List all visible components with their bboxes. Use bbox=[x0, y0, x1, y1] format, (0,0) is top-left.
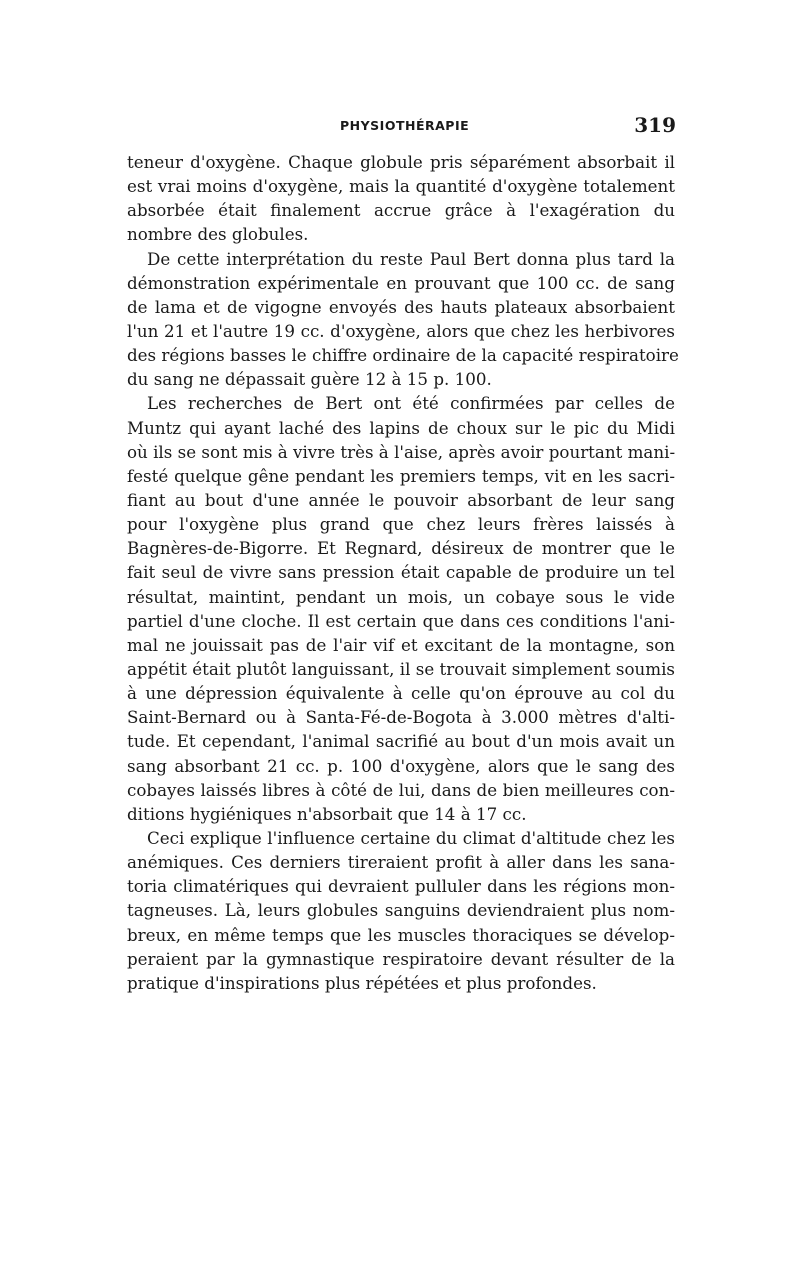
text-line: résultat, maintint, pendant un mois, un cobaye sous le vide bbox=[127, 586, 675, 607]
text-line: pratique d'inspirations plus répétées et plus profondes. bbox=[127, 972, 597, 993]
text-line: du sang ne dépassait guère 12 à 15 p. 100. bbox=[127, 369, 492, 390]
text-line: partiel d'une cloche. Il est certain que dans ces conditions l'ani- bbox=[127, 610, 675, 631]
text-line: démonstration expérimentale en prouvant que 100 cc. de sang bbox=[127, 272, 675, 293]
text-line: à une dépression équivalente à celle qu'on éprouve au col du bbox=[127, 683, 675, 704]
text-line: Les recherches de Bert ont été confirmées par celles de bbox=[147, 393, 675, 414]
text-line: fait seul de vivre sans pression était capable de produire un tel bbox=[127, 562, 675, 583]
text-line: toria climatériques qui devraient pulluler dans les régions mon- bbox=[127, 876, 675, 897]
text-line: appétit était plutôt languissant, il se trouvait simplement soumis bbox=[127, 658, 675, 679]
text-line: teneur d'oxygène. Chaque globule pris séparément absorbait il bbox=[127, 152, 675, 172]
text-line: Bagnères-de-Bigorre. Et Regnard, désireux de montrer que le bbox=[127, 538, 675, 559]
running-title: PHYSIOTHÉRAPIE bbox=[340, 118, 470, 133]
text-line: de lama et de vigogne envoyés des hauts plateaux absorbaient bbox=[127, 296, 675, 317]
page-number: 319 bbox=[634, 113, 676, 137]
text-line: nombre des globules. bbox=[127, 224, 309, 245]
text-line: breux, en même temps que les muscles thoraciques se dévelop- bbox=[127, 924, 675, 945]
text-line: tude. Et cependant, l'animal sacrifié au bout d'un mois avait un bbox=[127, 731, 675, 752]
text-line: peraient par la gymnastique respiratoire devant résulter de la bbox=[127, 948, 675, 969]
text-line: ditions hygiéniques n'absorbait que 14 à 17 cc. bbox=[127, 803, 527, 824]
body-text bbox=[127, 150, 679, 995]
text-line: anémiques. Ces derniers tireraient profit à aller dans les sana- bbox=[127, 852, 675, 873]
text-line: Ceci explique l'influence certaine du climat d'altitude chez les bbox=[147, 827, 675, 848]
text-line: sang absorbant 21 cc. p. 100 d'oxygène, alors que le sang des bbox=[127, 755, 675, 776]
text-line: l'un 21 et l'autre 19 cc. d'oxygène, alors que chez les herbivores bbox=[127, 320, 675, 341]
text-line: où ils se sont mis à vivre très à l'aise, après avoir pourtant mani- bbox=[127, 441, 676, 462]
text-line: des régions basses le chiffre ordinaire de la capacité respiratoire bbox=[127, 345, 679, 366]
text-line: tagneuses. Là, leurs globules sanguins deviendraient plus nom- bbox=[127, 900, 675, 921]
text-line: Muntz qui ayant laché des lapins de choux sur le pic du Midi bbox=[127, 417, 675, 438]
text-line: pour l'oxygène plus grand que chez leurs frères laissés à bbox=[127, 514, 675, 535]
text-line: absorbée était finalement accrue grâce à l'exagération du bbox=[127, 200, 675, 221]
text-line: De cette interprétation du reste Paul Bert donna plus tard la bbox=[147, 248, 675, 269]
text-line: festé quelque gêne pendant les premiers temps, vit en les sacri- bbox=[127, 465, 675, 486]
text-line: fiant au bout d'une année le pouvoir absorbant de leur sang bbox=[127, 489, 675, 510]
text-line: mal ne jouissait pas de l'air vif et excitant de la montagne, son bbox=[127, 634, 675, 655]
text-line: est vrai moins d'oxygène, mais la quantité d'oxygène totalement bbox=[127, 176, 675, 197]
text-line: Saint-Bernard ou à Santa-Fé-de-Bogota à 3.000 mètres d'alti- bbox=[127, 707, 675, 728]
running-head bbox=[128, 113, 676, 143]
text-line: cobayes laissés libres à côté de lui, dans de bien meilleures con- bbox=[127, 779, 675, 800]
